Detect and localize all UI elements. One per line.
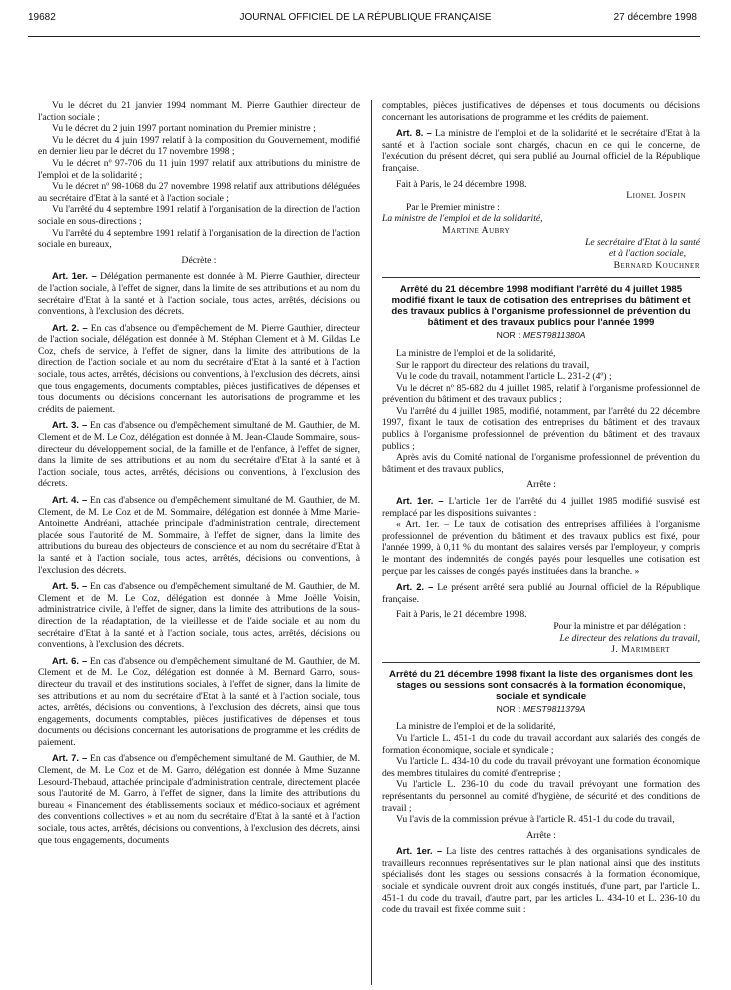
- article-label: Art. 4. –: [52, 494, 88, 505]
- article-4: [38, 494, 360, 576]
- article-text: En cas d'absence ou d'empêchement simultané de M. Gauthier, de M. Clement et de M. Le Coz, délégation est donnée à M. Jean-Claude Sommaire, sous-directeur du développement social, de la famille et de l'enfance, à l'effet de signer, dans la limite de ses attributions et au nom du secrétaire d'Etat à la santé et à l'action sociale, tous actes, arrêtés, décisions ou conventions, à l'exclusion des décrets.: [38, 420, 361, 490]
- visa: Vu l'article L. 434-10 du code du travail prévoyant une formation économique des membres titulaires du comité d'entreprise ;: [382, 756, 700, 779]
- visa: Après avis du Comité national de l'organisme professionnel de prévention du bâtiment et des travaux publics,: [382, 452, 700, 475]
- secretaire-title-1: Le secrétaire d'Etat à la santé: [585, 236, 700, 248]
- secretaire-title-2: et à l'action sociale,: [608, 248, 686, 260]
- arrete-heading: Arrête :: [526, 829, 556, 841]
- nor-label: NOR :: [496, 703, 521, 714]
- article-5: [38, 580, 360, 651]
- visa: Vu l'article L. 236-10 du code du travail prévoyant une formation des représentants du personnel au comité d'hygiène, de sécurité et des conditions de travail ;: [382, 779, 700, 814]
- ministre-title: La ministre de l'emploi et de la solidarité,: [382, 213, 543, 225]
- article-8: [382, 127, 700, 174]
- article-text: En cas d'absence ou d'empêchement simultané de M. Gauthier, de M. Clement et de M. Le Coz, délégation est donnée à Mme Joëlle Voisin, administratrice civile, à l'effet de signer, dans la limite des attributions de la sous-direction de la réadaptation, de la vieillesse et de l'aide sociale et au nom du secrétaire d'Etat à la santé et à l'action sociale, tous actes, arrêtés, décisions ou conventions, à l'exclusion des décrets.: [38, 581, 361, 651]
- issue-date: 27 décembre 1998: [613, 12, 697, 23]
- article-label: Art. 2. –: [396, 581, 434, 593]
- article-text: En cas d'absence ou d'empêchement simultané de M. Gauthier, de M. Clement et de M. Le Coz, délégation est donnée à M. Bernard Garro, sous-directeur du travail et des institutions sociales, à l'effet de signer, dans la limite de ses attributions et au nom du secrétaire d'Etat à la santé et à l'action sociale, tous actes, arrêtés, décisions ou conventions, à l'exclusion des décrets, ainsi que tous engagements, documents comptables, pièces justificatives de dépenses et tous documents ou décisions concernant les autorisations de programme et les crédits de paiement.: [38, 655, 361, 748]
- article-label: Art. 8. –: [396, 127, 432, 139]
- article-label: Art. 2. –: [52, 321, 88, 333]
- article-2: [382, 581, 700, 605]
- signature-pm: Lionel Jospin: [626, 190, 686, 202]
- right-column: [382, 100, 700, 916]
- visa: Vu l'arrêté du 4 juillet 1985, modifié, notamment, par l'arrêté du 22 décembre 1997, fixant le taux de cotisation des entreprises du bâtiment et des travaux publics à l'organisme professionnel de prévention du bâtiment et des travaux publics ;: [382, 405, 700, 452]
- delegation-line: Pour la ministre et par délégation :: [553, 620, 686, 632]
- column-separator: [371, 100, 372, 985]
- visa: Vu le décret du 21 janvier 1994 nommant M. Pierre Gauthier directeur de l'action sociale ;: [38, 100, 360, 123]
- header-rule: [28, 36, 700, 37]
- visa: Vu l'avis de la commission prévue à l'article R. 451-1 du code du travail,: [396, 814, 675, 826]
- article-text: La ministre de l'emploi et de la solidarité et le secrétaire d'Etat à la santé et à l'action sociale sont chargés, chacun en ce qui le concerne, de l'exécution du présent décret, qui sera publié au Journal officiel de la République française.: [382, 128, 700, 174]
- page-number: 19682: [28, 12, 56, 23]
- article-text: La liste des centres rattachés à des organisations syndicales de travailleurs reconnues représentatives sur le plan national ainsi que des instituts spécialisés dont les stages ou sessions consacrés à la formation économique, sociale et syndicale ouvrent droit aux congés institués, d'une part, par l'article L. 451-1 du code du travail, d'autre part, par les articles L. 434-10 et L. 236-10 du code du travail est fixée comme suit :: [382, 846, 700, 916]
- article-1: [382, 495, 700, 519]
- continuation-text: comptables, pièces justificatives de dépenses et tous documents ou décisions concernant les autorisations de programme et les crédits de paiement.: [382, 100, 700, 123]
- article-1: [382, 845, 700, 916]
- visa: Vu le décret nº 98-1068 du 27 novembre 1998 relatif aux attributions déléguées au secrétaire d'Etat à la santé et à l'action sociale ;: [38, 181, 360, 204]
- decrete-heading: Décrète :: [181, 254, 217, 266]
- place-date: Fait à Paris, le 21 décembre 1998.: [396, 609, 527, 621]
- journal-title: JOURNAL OFFICIEL DE LA RÉPUBLIQUE FRANÇAISE: [239, 12, 492, 23]
- visa: La ministre de l'emploi et de la solidarité,: [396, 347, 556, 359]
- article-label: Art. 1er. –: [52, 270, 97, 282]
- nor-label: NOR :: [496, 330, 521, 341]
- secretaire-name: Bernard Kouchner: [613, 259, 700, 271]
- article-3: [38, 419, 360, 490]
- par-premier-ministre: Par le Premier ministre :: [406, 201, 500, 213]
- nor-reference: [382, 330, 700, 342]
- arrete-heading: Arrête :: [526, 479, 556, 491]
- signature: J. Marimbert: [611, 644, 670, 656]
- visa: Vu l'article L. 451-1 du code du travail accordant aux salariés des congés de formation économique, sociale et syndicale ;: [382, 732, 700, 756]
- ministre-name: Martine Aubry: [442, 224, 511, 236]
- article-label: Art. 7. –: [52, 752, 88, 764]
- article-label: Art. 6. –: [52, 654, 88, 666]
- visa: Vu le décret du 4 juin 1997 relatif à la composition du Gouvernement, modifié en dernier lieu par le décret du 17 novembre 1998 ;: [38, 134, 360, 158]
- article-7: [38, 752, 360, 846]
- section-separator: [382, 662, 700, 663]
- visa: Vu le décret nº 85-682 du 4 juillet 1985, relatif à l'organisme professionnel de prévention du bâtiment et des travaux publics ;: [382, 382, 700, 406]
- article-text: Le présent arrêté sera publié au Journal officiel de la République française.: [382, 582, 700, 605]
- article-text: En cas d'absence ou d'empêchement de M. Pierre Gauthier, directeur de l'action sociale, délégation est donnée à M. Stéphan Clement et à M. Gildas Le Coz, chefs de service, à l'effet de signer, dans la limite des attributions de la direction de l'action sociale et au nom du secrétaire d'Etat à la santé et à l'action sociale, tous actes, arrêtés, décisions ou conventions, à l'exclusion des décrets, ainsi que tous engagements, documents comptables, pièces justificatives de dépenses et tous documents ou décisions concernant les autorisations de programme et les crédits de paiement.: [38, 322, 360, 415]
- visa: Vu le code du travail, notamment l'article L. 231-2 (4º) ;: [396, 371, 612, 383]
- nor-code: MEST9811380A: [522, 330, 586, 341]
- article-label: Art. 1er. –: [396, 495, 444, 507]
- article-6: [38, 655, 360, 749]
- article-1: [38, 270, 360, 317]
- visa: Sur le rapport du directeur des relations du travail,: [396, 359, 590, 371]
- article-text: En cas d'absence ou d'empêchement simultané de M. Gauthier, de M. Clement, de M. Le Coz et de M. Garro, délégation est donnée à Mme Suzanne Lesourd-Thebaud, attachée principale d'administration centrale, directement placée sous l'autorité de M. Garro, à l'effet de signer, dans la limite des attributions du bureau « Financement des établissements sociaux et médico-sociaux et agrément des conventions collectives » et au nom du secrétaire d'Etat à la santé et à l'action sociale, tous actes, arrêtés, décisions ou conventions, à l'exclusion des décrets, ainsi que tous engagements, documents: [38, 753, 361, 846]
- nor-code: MEST9811379A: [522, 703, 586, 714]
- article-label: Art. 3. –: [52, 419, 88, 431]
- article-text: L'article 1er de l'arrêté du 4 juillet 1985 modifié susvisé est remplacé par les dispositions suivantes :: [382, 496, 701, 519]
- directeur-title: Le directeur des relations du travail,: [559, 632, 700, 644]
- article-label: Art. 5. –: [52, 580, 88, 592]
- arrete-title: Arrêté du 21 décembre 1998 fixant la liste des organismes dont les stages ou sessions sont consacrés à la formation économique, sociale et syndicale: [389, 668, 693, 702]
- visa: Vu l'arrêté du 4 septembre 1991 relatif à l'organisation de la direction de l'action sociale en sous-directions ;: [38, 204, 360, 227]
- visa: Vu l'arrêté du 4 septembre 1991 relatif à l'organisation de la direction de l'action sociale en bureaux,: [38, 227, 360, 251]
- article-text: Délégation permanente est donnée à M. Pierre Gauthier, directeur de l'action sociale, à l'effet de signer, dans la limite de ses attributions et au nom du secrétaire d'Etat à la santé et à l'action sociale, tous actes, arrêtés, décisions ou conventions, à l'exclusion des décrets.: [38, 271, 360, 318]
- nor-reference: [382, 704, 700, 716]
- page-header: [0, 0, 731, 34]
- left-column: [38, 100, 360, 846]
- arrete-title: Arrêté du 21 décembre 1998 modifiant l'arrêté du 4 juillet 1985 modifié fixant le taux de cotisation des entreprises du bâtiment et des travaux publics à l'organisme professionnel de prévention du bâtiment et des travaux publics pour l'année 1999: [391, 284, 691, 329]
- visa: Vu le décret du 2 juin 1997 portant nomination du Premier ministre ;: [52, 123, 316, 135]
- section-separator: [382, 277, 700, 278]
- quoted-article: « Art. 1er. – Le taux de cotisation des entreprises affiliées à l'organisme professionnel de prévention du bâtiment et des travaux publics est fixé, pour l'année 1999, à 0,11 % du montant des salaires versés par l'employeur, y compris le montant des indemnités de congés payés pour lesquelles une cotisation est perçue par les caisses de congés payés instituées dans la branche. »: [382, 519, 700, 577]
- visa: Vu le décret nº 97-706 du 11 juin 1997 relatif aux attributions du ministre de l'emploi et de la solidarité ;: [38, 157, 360, 181]
- article-label: Art. 1er. –: [396, 845, 443, 857]
- visa: La ministre de l'emploi et de la solidarité,: [396, 721, 556, 733]
- place-date: Fait à Paris, le 24 décembre 1998.: [396, 178, 527, 190]
- article-text: En cas d'absence ou d'empêchement simultané de M. Gauthier, de M. Clement, de M. Le Coz et de M. Sommaire, délégation est donnée à Mme Marie-Antoinette Andréani, attachée principale d'administration centrale, directement placée sous l'autorité de M. Sommaire, à l'effet de signer, dans la limite des attributions du bureau des objecteurs de conscience et au nom du secrétaire d'Etat à la santé et à l'action sociale, tous actes, arrêtés, décisions ou conventions, à l'exclusion des décrets.: [38, 495, 361, 576]
- article-2: [38, 322, 360, 416]
